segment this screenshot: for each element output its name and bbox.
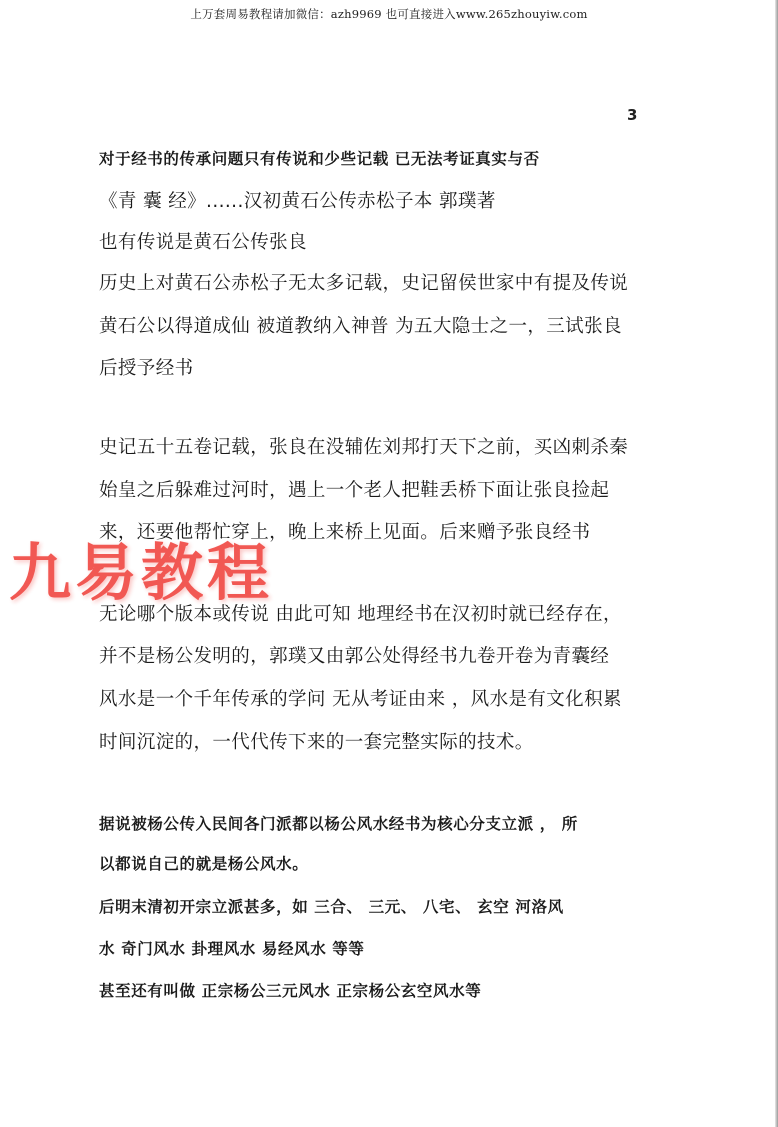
text-line: 无论哪个版本或传说 由此可知 地理经书在汉初时就已经存在，	[99, 604, 622, 625]
text-line: 水 奇门风水 卦理风水 易经风水 等等	[99, 939, 365, 958]
text-line: 并不是杨公发明的，郭璞又由郭公处得经书九卷开卷为青囊经	[99, 646, 610, 667]
text-line: 来，还要他帮忙穿上，晚上来桥上见面。后来赠予张良经书	[99, 522, 591, 543]
header-notice: 上万套周易教程请加微信：azh9969 也可直接进入www.265zhouyiw.com	[190, 7, 588, 21]
text-line: 后授予经书	[99, 358, 194, 379]
text-line: 史记五十五卷记载，张良在没辅佐刘邦打天下之前，买凶刺杀秦	[99, 437, 629, 458]
text-line: 风水是一个千年传承的学问 无从考证由来 ，风水是有文化积累	[99, 689, 622, 710]
text-line: 甚至还有叫做 正宗杨公三元风水 正宗杨公玄空风水等	[99, 981, 482, 1000]
watermark-logo: 九易教程	[9, 536, 274, 609]
text-line: 始皇之后躲难过河时，遇上一个老人把鞋丢桥下面让张良捡起	[99, 480, 610, 501]
text-line: 以都说自己的就是杨公风水。	[99, 854, 309, 873]
text-line: 据说被杨公传入民间各门派都以杨公风水经书为核心分支立派 ， 所	[99, 814, 578, 833]
page-number: 3	[627, 106, 638, 124]
text-line: 后明末清初开宗立派甚多，如 三合、 三元、 八宅、 玄空 河洛风	[99, 897, 564, 916]
text-line: 黄石公以得道成仙 被道教纳入神普 为五大隐士之一，三试张良	[99, 316, 622, 337]
text-line: 对于经书的传承问题只有传说和少些记载 已无法考证真实与否	[99, 149, 540, 168]
text-line: 时间沉淀的，一代代传下来的一套完整实际的技术。	[99, 732, 534, 753]
text-line: 《青 囊 经》......汉初黄石公传赤松子本 郭璞著	[99, 191, 496, 212]
text-line: 也有传说是黄石公传张良	[99, 232, 307, 253]
text-line: 历史上对黄石公赤松子无太多记载，史记留侯世家中有提及传说	[99, 273, 629, 294]
